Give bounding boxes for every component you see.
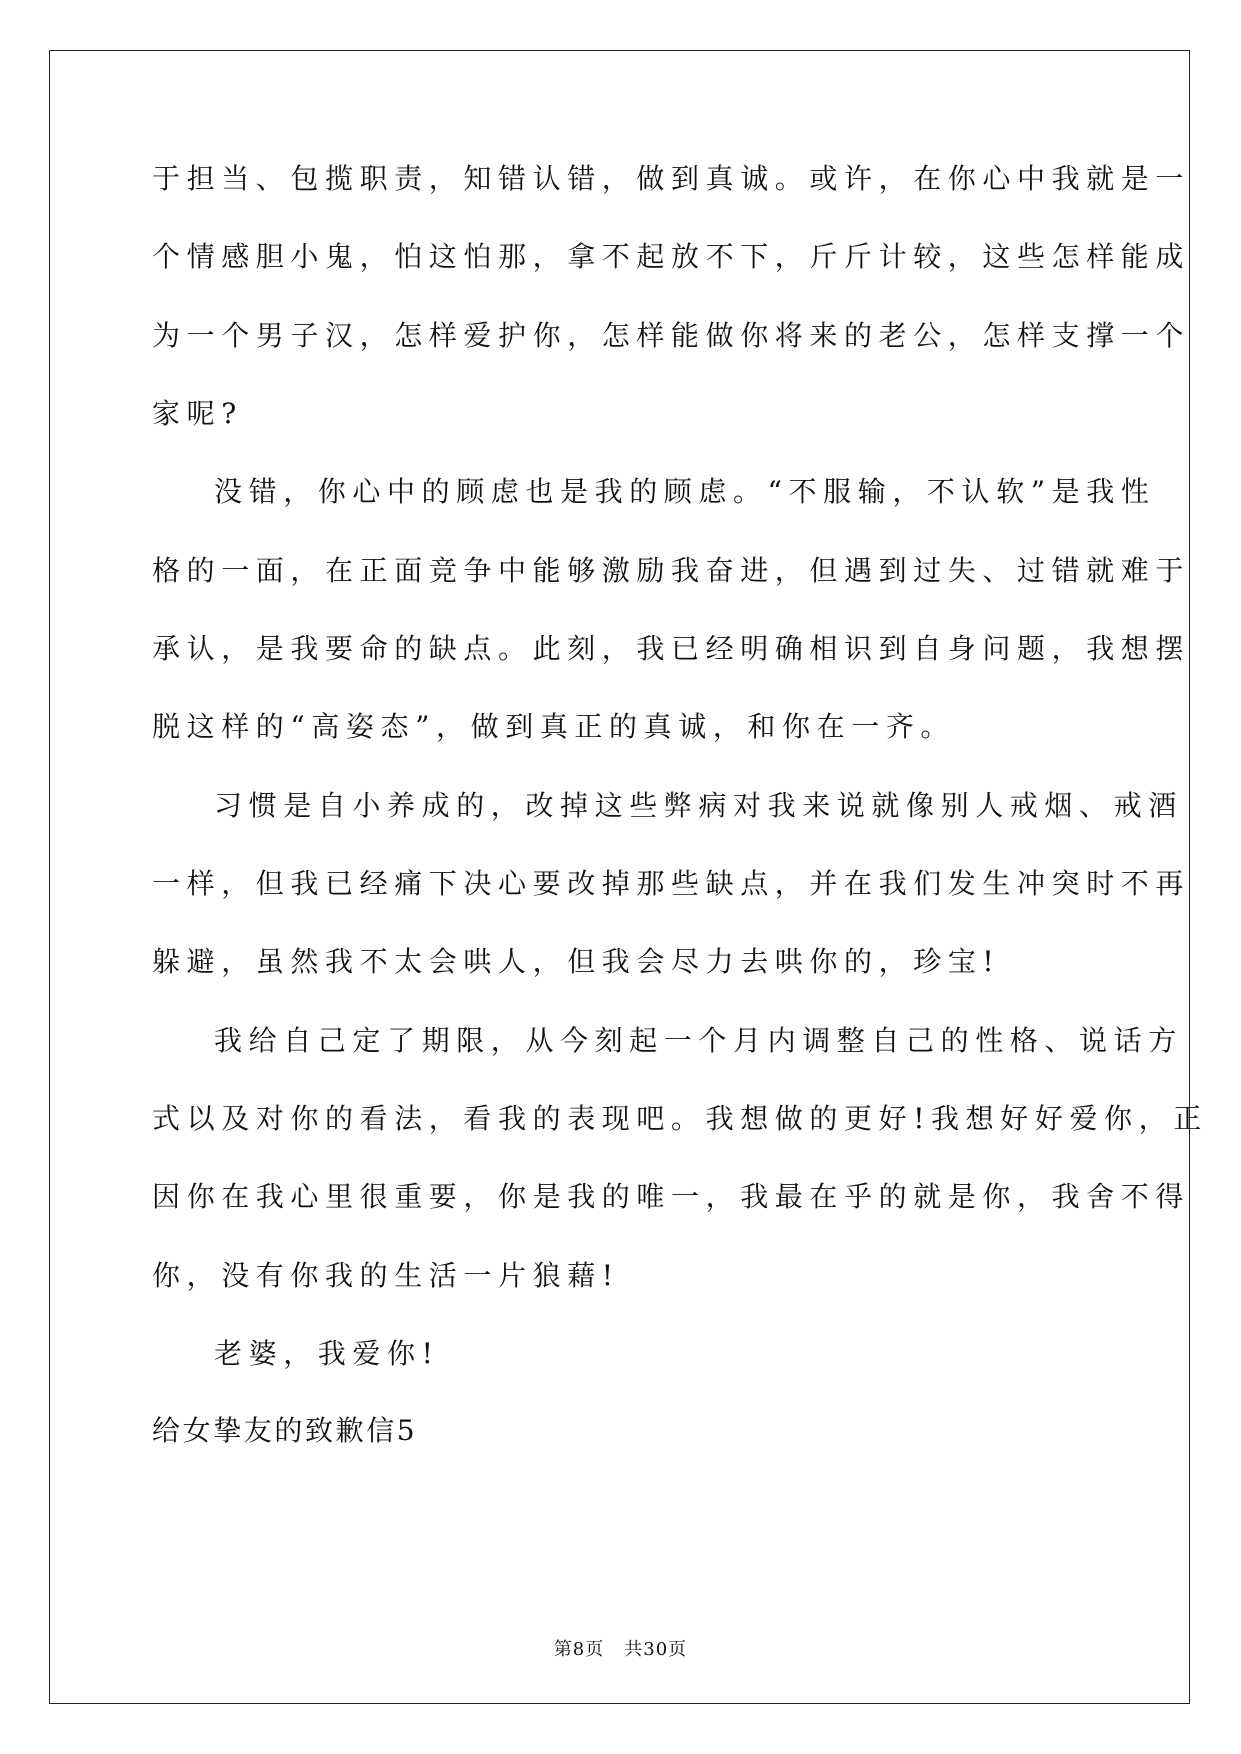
paragraph-line: 个情感胆小鬼，怕这怕那，拿不起放不下，斤斤计较，这些怎样能成 bbox=[152, 240, 1191, 273]
paragraph-line: 我给自己定了期限，从今刻起一个月内调整自己的性格、说话方 bbox=[214, 1024, 1183, 1057]
paragraph-line: 为一个男子汉，怎样爱护你，怎样能做你将来的老公，怎样支撑一个 bbox=[152, 319, 1191, 352]
paragraph-line: 脱这样的“高姿态”，做到真正的真诚，和你在一齐。 bbox=[152, 710, 956, 743]
paragraph-line: 一样，但我已经痛下决心要改掉那些缺点，并在我们发生冲突时不再 bbox=[152, 867, 1191, 900]
page-total: 共30页 bbox=[624, 1639, 688, 1660]
paragraph-line: 格的一面，在正面竞争中能够激励我奋进，但遇到过失、过错就难于 bbox=[152, 554, 1191, 587]
paragraph-line: 老婆，我爱你! bbox=[214, 1337, 440, 1370]
paragraph-line: 习惯是自小养成的，改掉这些弊病对我来说就像别人戒烟、戒酒 bbox=[214, 789, 1183, 822]
page-number: 第8页 bbox=[553, 1639, 605, 1660]
paragraph-line: 没错，你心中的顾虑也是我的顾虑。“不服输，不认软”是我性 bbox=[214, 475, 1156, 508]
paragraph-line: 因你在我心里很重要，你是我的唯一，我最在乎的就是你，我舍不得 bbox=[152, 1180, 1191, 1213]
paragraph-line: 你，没有你我的生活一片狼藉! bbox=[152, 1259, 620, 1292]
paragraph-line: 于担当、包揽职责，知错认错，做到真诚。或许，在你心中我就是一 bbox=[152, 162, 1191, 195]
paragraph-line: 承认，是我要命的缺点。此刻，我已经明确相识到自身问题，我想摆 bbox=[152, 632, 1191, 665]
paragraph-line: 家呢? bbox=[152, 397, 243, 430]
paragraph-line: 式以及对你的看法，看我的表现吧。我想做的更好!我想好好爱你，正 bbox=[152, 1102, 1208, 1135]
paragraph-line: 躲避，虽然我不太会哄人，但我会尽力去哄你的，珍宝! bbox=[152, 945, 1001, 978]
page-footer bbox=[0, 1638, 1241, 1662]
section-heading: 给女挚友的致歉信5 bbox=[152, 1414, 418, 1447]
